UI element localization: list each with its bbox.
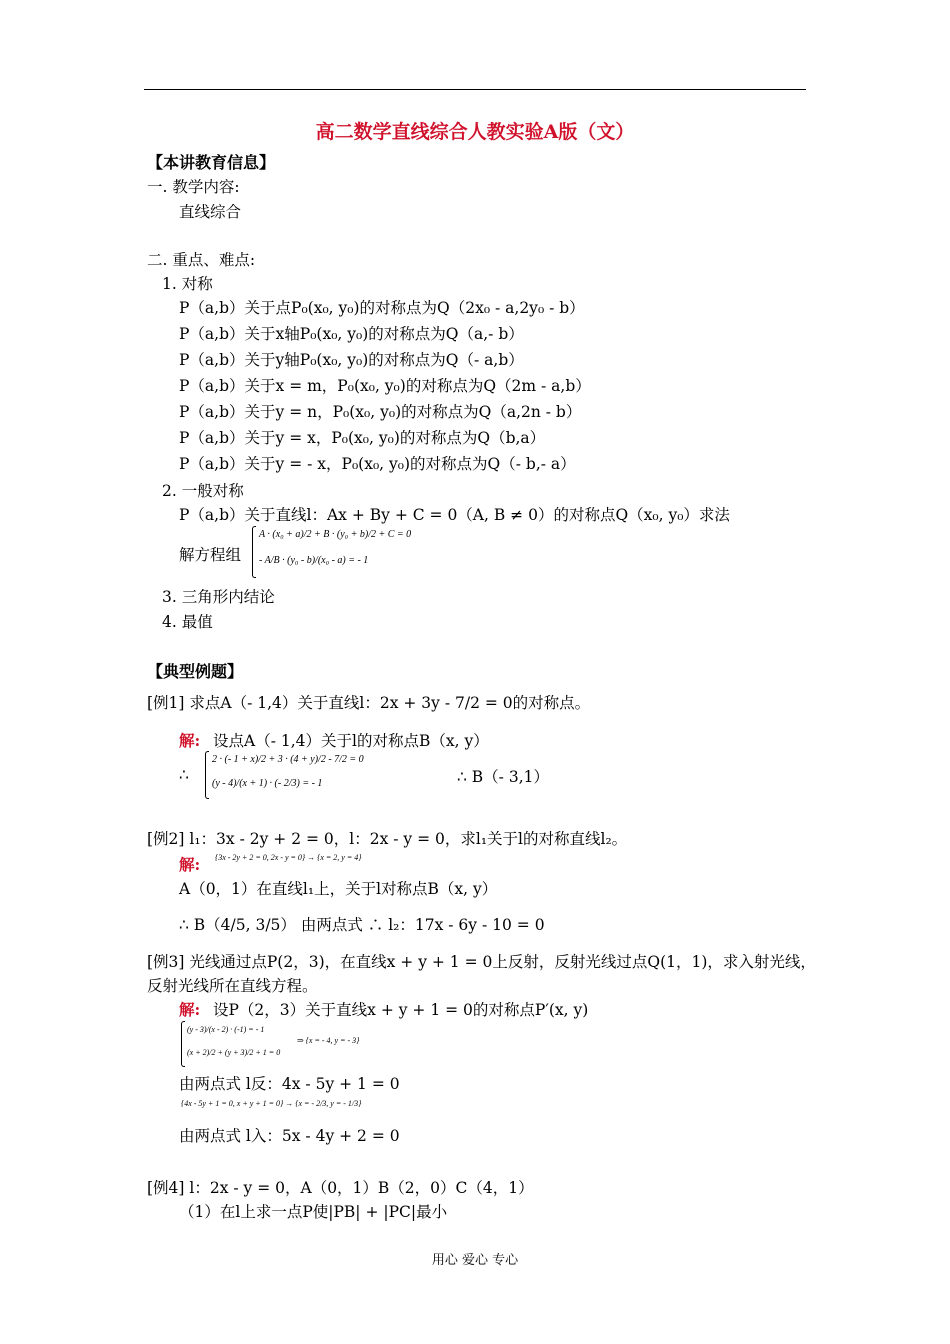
equation-1: A · (x₀ + a)/2 + B · (y₀ + b)/2 + C = 0 (259, 529, 412, 540)
symmetry-line: P（a,b）关于y = n，P₀(x₀, y₀)的对称点为Q（a,2n - b） (179, 403, 582, 421)
example-4-question: [例4] l：2x - y = 0，A（0，1）B（2，0）C（4，1） (147, 1179, 534, 1197)
example-1-therefore: ∴ (179, 766, 189, 784)
example-3-system-a: (y - 3)/(x - 2) · (-1) = - 1 (187, 1025, 265, 1034)
example-3-system-tiny: {4x - 5y + 1 = 0, x + y + 1 = 0} → {x = - 2/3, y = - 1/3} (181, 1099, 362, 1108)
example-3-system-b: (x + 2)/2 + (y + 3)/2 + 1 = 0 (187, 1048, 281, 1057)
example-3-question-line-2: 反射光线所在直线方程。 (147, 977, 318, 995)
equation-2: - A/B · (y₀ - b)/(x₀ - a) = - 1 (259, 555, 369, 566)
symmetry-line: P（a,b）关于x = m，P₀(x₀, y₀)的对称点为Q（2m - a,b） (179, 377, 591, 395)
example-2-system-small: {3x - 2y + 2 = 0, 2x - y = 0} → {x = 2, y = 4} (215, 853, 362, 862)
symmetry-line: P（a,b）关于y = - x，P₀(x₀, y₀)的对称点为Q（- b,- a） (179, 455, 576, 473)
example-2-step-2: ∴ B（4/5, 3/5） 由两点式 ∴ l₂：17x - 6y - 10 = 0 (179, 916, 545, 934)
example-1-result: ∴ B（- 3,1） (457, 768, 549, 786)
example-1-step-1: 设点A（- 1,4）关于l的对称点B（x, y） (213, 732, 489, 750)
sub-heading-symmetry: 1. 对称 (162, 275, 213, 293)
example-3-reflected-line: 由两点式 l反：4x - 5y + 1 = 0 (179, 1075, 400, 1093)
example-3-brace (181, 1021, 185, 1067)
page-title: 高二数学直线综合人教实验A版（文） (315, 121, 635, 143)
example-3-solve-tag: 解: (179, 1000, 201, 1019)
example-1-question: [例1] 求点A（- 1,4）关于直线l：2x + 3y - 7/2 = 0的对称点。 (147, 694, 591, 712)
item1-label: 一. 教学内容: (147, 178, 240, 196)
symmetry-line: P（a,b）关于y = x，P₀(x₀, y₀)的对称点为Q（b,a） (179, 429, 546, 447)
example-1-system-eq-1: 2 · (- 1 + x)/2 + 3 · (4 + y)/2 - 7/2 = 0 (212, 754, 364, 765)
example-3-system-result: ⇒ {x = - 4, y = - 3} (297, 1036, 360, 1045)
symmetry-line: P（a,b）关于x轴P₀(x₀, y₀)的对称点为Q（a,- b） (179, 325, 524, 343)
solve-label: 解方程组 (179, 546, 242, 564)
section-heading-examples: 【典型例题】 (147, 662, 244, 681)
symmetry-line: P（a,b）关于点P₀(x₀, y₀)的对称点为Q（2x₀ - a,2y₀ - b） (179, 299, 585, 317)
symmetry-line: P（a,b）关于y轴P₀(x₀, y₀)的对称点为Q（- a,b） (179, 351, 524, 369)
item1-text: 直线综合 (179, 203, 242, 221)
page-footer: 用心 爱心 专心 (431, 1253, 519, 1268)
example-1-solve-tag: 解: (179, 731, 201, 750)
example-2-question: [例2] l₁：3x - 2y + 2 = 0，l：2x - y = 0，求l₁关于l的对称直线l₂。 (147, 830, 628, 848)
example-3-question-line-1: [例3] 光线通过点P(2，3)，在直线x + y + 1 = 0上反射，反射光线过点Q(1，1)，求入射光线， (147, 953, 816, 971)
general-symmetry-line: P（a,b）关于直线l：Ax + By + C = 0（A, B ≠ 0）的对称点Q（x₀, y₀）求法 (179, 506, 730, 524)
example-3-step-1: 设P（2，3）关于直线x + y + 1 = 0的对称点P′(x, y) (213, 1001, 589, 1019)
equation-brace (252, 526, 256, 578)
sub-heading-triangle: 3. 三角形内结论 (162, 588, 275, 606)
sub-heading-extremum: 4. 最值 (162, 613, 213, 631)
example-1-brace (205, 751, 209, 799)
section-heading-info: 【本讲教育信息】 (147, 153, 276, 172)
example-2-solve-tag: 解: (179, 855, 201, 874)
sub-heading-general: 2. 一般对称 (162, 482, 244, 500)
header-rule (144, 89, 806, 90)
example-3-incident-line: 由两点式 l入：5x - 4y + 2 = 0 (179, 1127, 400, 1145)
example-4-part-1: （1）在l上求一点P使|PB| + |PC|最小 (179, 1203, 448, 1221)
item2-label: 二. 重点、难点: (147, 251, 256, 269)
example-2-step-1: A（0，1）在直线l₁上，关于l对称点B（x, y） (179, 880, 498, 898)
example-1-system-eq-2: (y - 4)/(x + 1) · (- 2/3) = - 1 (212, 778, 323, 789)
